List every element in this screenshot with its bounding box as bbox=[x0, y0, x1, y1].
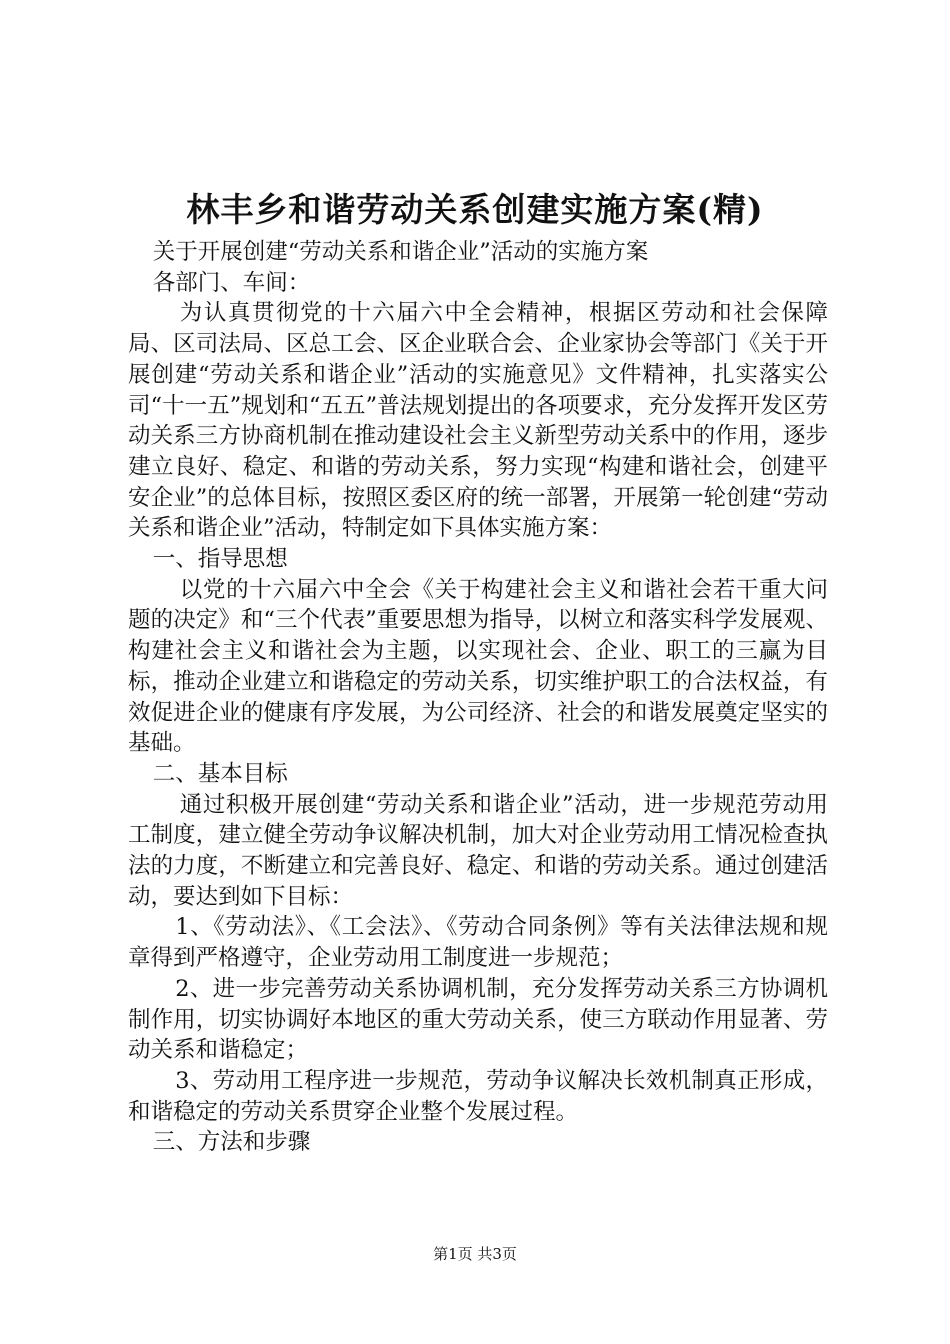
goal-item-1: 1、《劳动法》、《工会法》、《劳动合同条例》等有关法律法规和规章得到严格遵守，企业劳动用工制度进一步规范； bbox=[128, 914, 828, 972]
document-body bbox=[128, 237, 828, 1158]
subtitle-paragraph: 关于开展创建“劳动关系和谐企业”活动的实施方案 bbox=[152, 239, 649, 265]
section-heading-3: 三、方法和步骤 bbox=[152, 1129, 311, 1156]
guiding-thought-paragraph: 以党的十六届六中全会《关于构建社会主义和谐社会若干重大问题的决定》和“三个代表”重要思想为指导，以树立和落实科学发展观、构建社会主义和谐社会为主题，以实现社会、企业、职工的三赢为目标，推动企业建立和谐稳定的劳动关系，切实维护职工的合法权益，有效促进企业的健康有序发展，为公司经济、社会的和谐发展奠定坚实的基础。 bbox=[128, 576, 828, 757]
goal-item-2: 2、进一步完善劳动关系协调机制，充分发挥劳动关系三方协调机制作用，切实协调好本地区的重大劳动关系，使三方联动作用显著、劳动关系和谐稳定； bbox=[128, 975, 828, 1064]
goal-item-3: 3、劳动用工程序进一步规范，劳动争议解决长效机制真正形成，和谐稳定的劳动关系贯穿企业整个发展过程。 bbox=[128, 1067, 828, 1125]
page-footer: 第1页 共3页 bbox=[433, 1245, 517, 1263]
intro-paragraph: 为认真贯彻党的十六届六中全会精神，根据区劳动和社会保障局、区司法局、区总工会、区企业联合会、企业家协会等部门《关于开展创建“劳动关系和谐企业”活动的实施意见》文件精神，扎实落实公司“十一五”规划和“五五”普法规划提出的各项要求，充分发挥开发区劳动关系三方协商机制在推动建设社会主义新型劳动关系中的作用，逐步建立良好、稳定、和谐的劳动关系，努力实现“构建和谐社会，创建平安企业”的总体目标，按照区委区府的统一部署，开展第一轮创建“劳动关系和谐企业”活动，特制定如下具体实施方案： bbox=[128, 300, 828, 542]
basic-goal-paragraph: 通过积极开展创建“劳动关系和谐企业”活动，进一步规范劳动用工制度，建立健全劳动争议解决机制，加大对企业劳动用工情况检查执法的力度，不断建立和完善良好、稳定、和谐的劳动关系。通过创建活动，要达到如下目标： bbox=[128, 791, 828, 910]
addressee-paragraph: 各部门、车间： bbox=[152, 269, 311, 296]
section-heading-2: 二、基本目标 bbox=[152, 760, 288, 787]
section-heading-1: 一、指导思想 bbox=[152, 546, 288, 573]
document-title: 林丰乡和谐劳动关系创建实施方案(精) bbox=[186, 190, 764, 229]
